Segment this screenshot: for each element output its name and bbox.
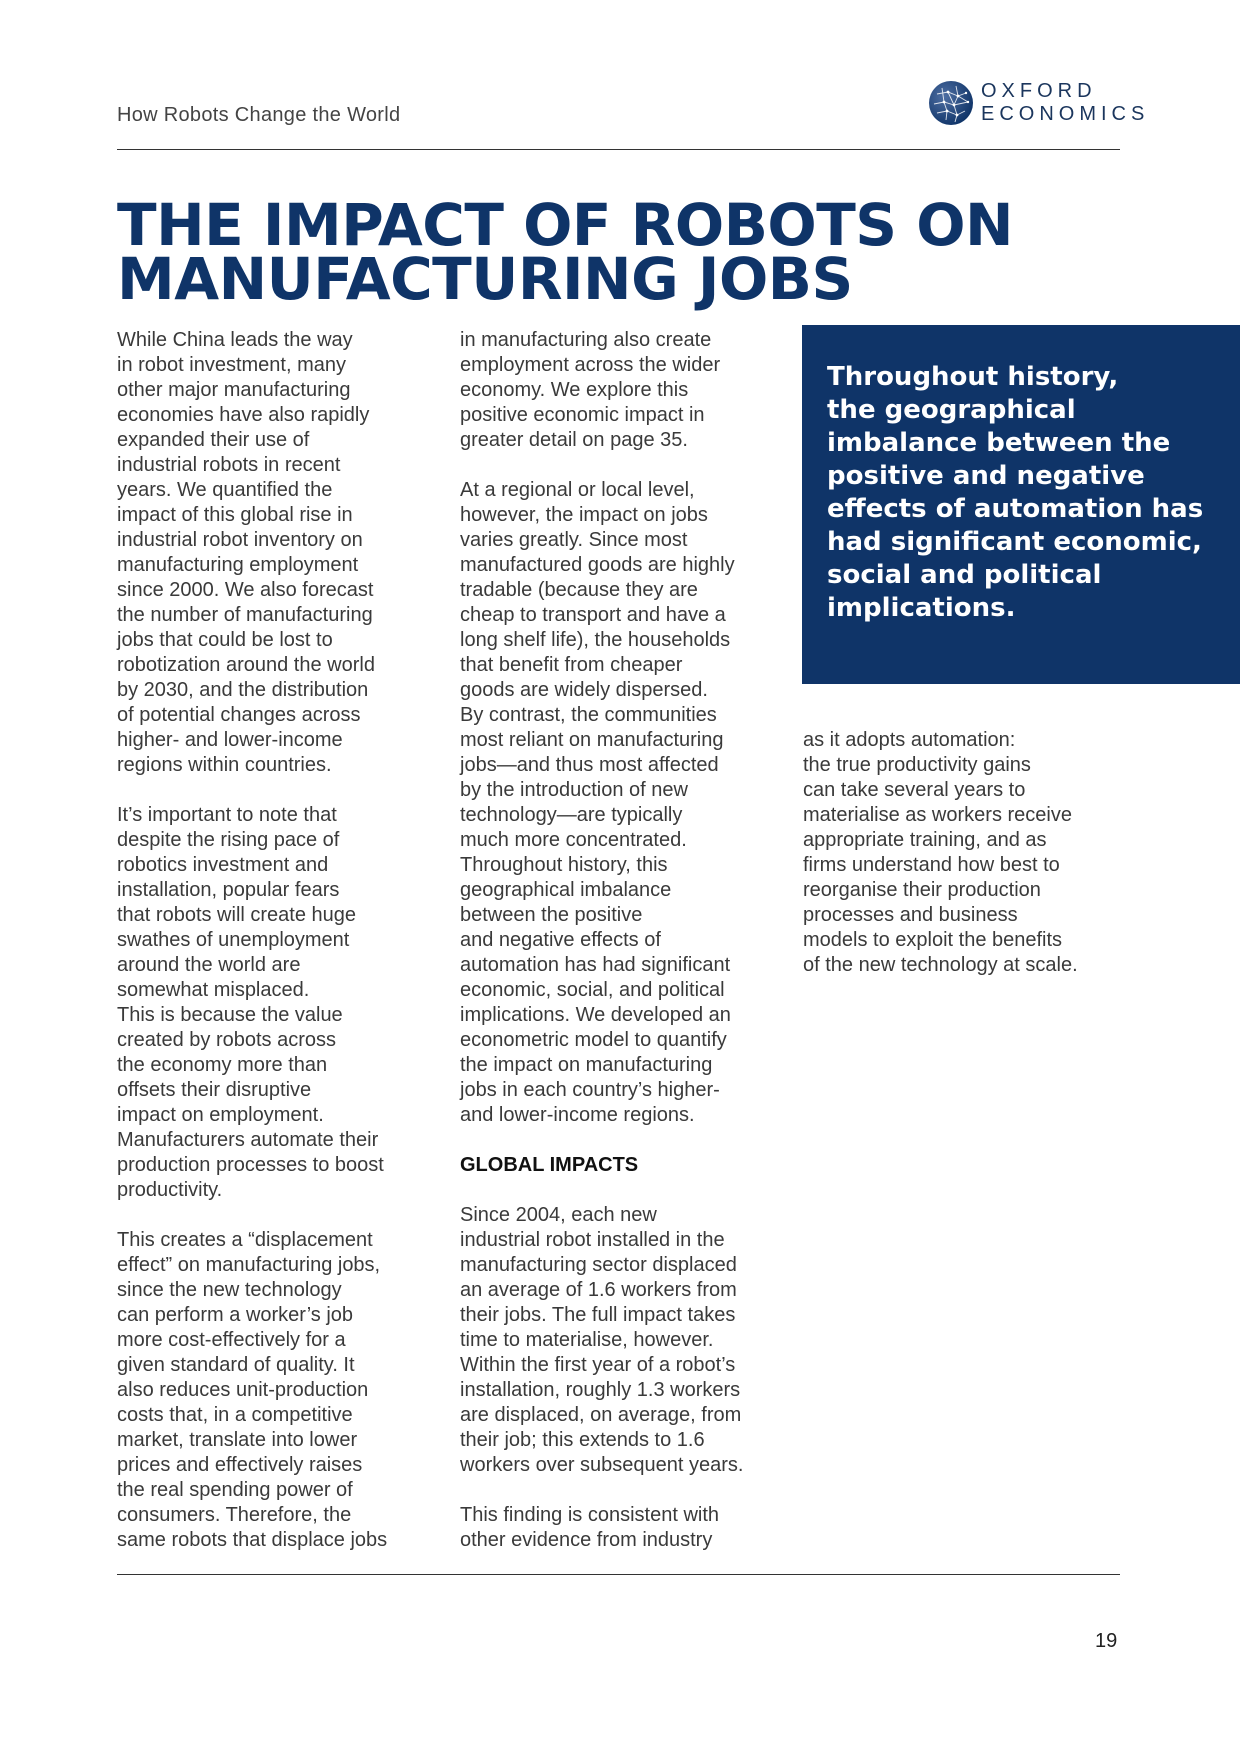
page-title-line: THE IMPACT OF ROBOTS ON [117, 191, 1014, 259]
section-subheading: GLOBAL IMPACTS [460, 1154, 639, 1176]
column-1 [117, 328, 447, 1578]
top-rule [117, 149, 1120, 150]
paragraph: At a regional or local level, however, the impact on jobs varies greatly. Since most manufactured goods are highly tradable (because they are cheap to transport and have a long shelf life), the households that benefit from cheaper goods are widely dispersed. By contrast, the communities most reliant on manufacturing jobs—and thus most affected by the introduction of new technology—are typically much more concentrated. Throughout history, this geographical imbalance between the positive and negative effects of automation has had significant economic, social, and political implications. We developed an econometric model to quantify the impact on manufacturing jobs in each country’s higher- and lower-income regions. [460, 479, 735, 1126]
page-title [117, 191, 1117, 313]
paragraph: It’s important to note that despite the rising pace of robotics investment and installation, popular fears that robots will create huge swathes of unemployment around the world are somewhat misplaced. This is because the value created by robots across the economy more than offsets their disruptive impact on employment. Manufacturers automate their production processes to boost productivity. [117, 804, 384, 1201]
paragraph: Since 2004, each new industrial robot installed in the manufacturing sector displaced an average of 1.6 workers from their jobs. The full impact takes time to materialise, however. Within the first year of a robot’s installation, roughly 1.3 workers are displaced, on average, from their job; this extends to 1.6 workers over subsequent years. [460, 1204, 744, 1476]
page-number: 19 [1095, 1630, 1118, 1652]
page-title-line: MANUFACTURING JOBS [117, 245, 853, 313]
logo-line-1: OXFORD [981, 80, 1097, 102]
paragraph: as it adopts automation: the true productivity gains can take several years to materialise as workers receive appropriate training, and as firms understand how best to reorganise their production processes and business models to exploit the benefits of the new technology at scale. [803, 729, 1078, 976]
pull-quote-text: Throughout history, the geographical imbalance between the positive and negative effects of automation has had significant economic, social and political implications. [827, 362, 1204, 623]
oxford-economics-logo [928, 80, 1150, 126]
paragraph: in manufacturing also create employment across the wider economy. We explore this positive economic impact in greater detail on page 35. [460, 329, 721, 451]
logo-wordmark [981, 80, 1149, 126]
logo-line-2: ECONOMICS [981, 103, 1150, 125]
globe-icon [928, 80, 974, 126]
running-header: How Robots Change the World [117, 104, 401, 126]
column-3 [803, 728, 1133, 1003]
bottom-rule [117, 1574, 1120, 1575]
paragraph: While China leads the way in robot investment, many other major manufacturing economies have also rapidly expanded their use of industrial robots in recent years. We quantified the impact of this global rise in industrial robot inventory on manufacturing employment since 2000. We also forecast the number of manufacturing jobs that could be lost to robotization around the world by 2030, and the distribution of potential changes across higher- and lower-income regions within countries. [117, 329, 375, 776]
paragraph: This finding is consistent with other evidence from industry [460, 1504, 720, 1551]
paragraph: This creates a “displacement effect” on manufacturing jobs, since the new technology can perform a worker’s job more cost-effectively for a given standard of quality. It also reduces unit-production costs that, in a competitive market, translate into lower prices and effectively raises the real spending power of consumers. Therefore, the same robots that displace jobs [117, 1229, 388, 1551]
pull-quote-box [802, 325, 1240, 684]
column-2 [460, 328, 790, 1578]
